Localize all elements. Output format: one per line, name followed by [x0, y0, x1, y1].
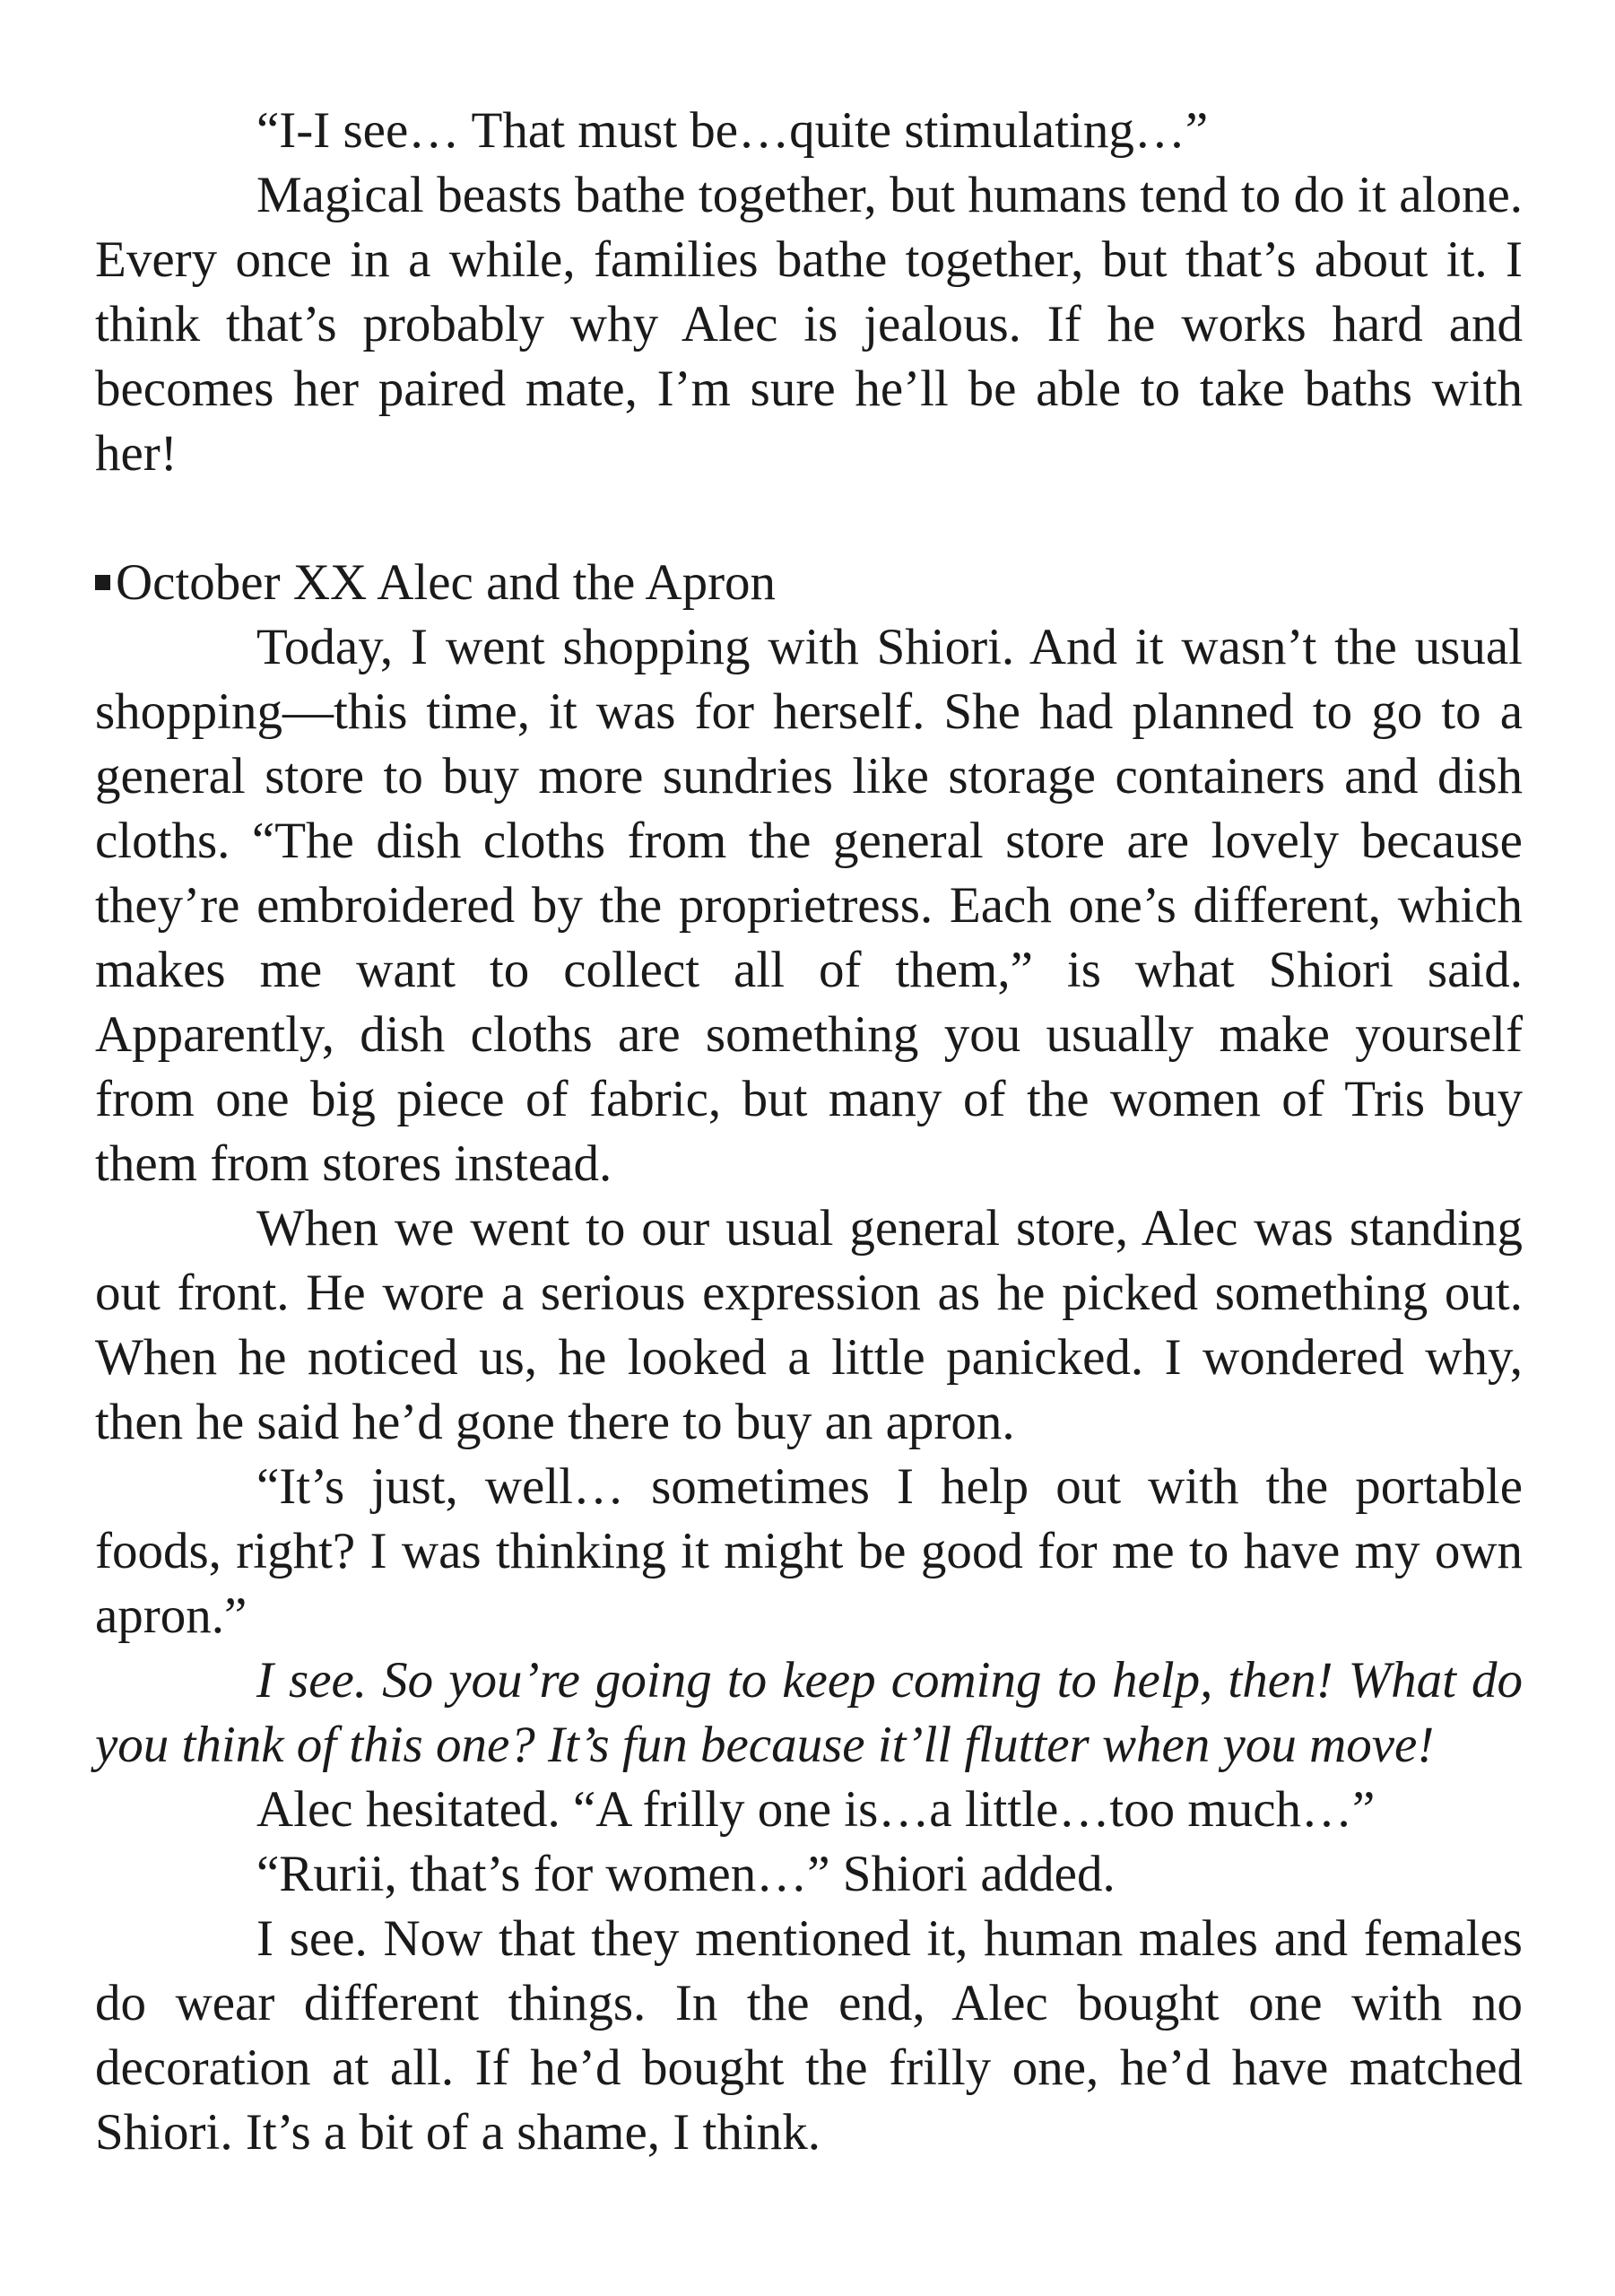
section-heading — [95, 551, 1523, 615]
paragraph-bathing: Magical beasts bathe together, but humans tend to do it alone. Every once in a while, families bathe together, but that’s about it. I think that’s probably why Alec is jealous. If he works hard and becomes her paired mate, I’m sure he’ll be able to take baths with her! — [95, 167, 1523, 482]
page-body — [95, 99, 1523, 2165]
paragraph-general-store: When we went to our usual general store, Alec was standing out front. He wore a serious expression as he picked something out. When he noticed us, he looked a little panicked. I wondered why, then he said he’d gone there to buy an apron. — [95, 1200, 1523, 1450]
paragraph-alec-dialogue: “It’s just, well… sometimes I help out with the portable foods, right? I was thinking it might be good for me to have my own apron.” — [95, 1458, 1523, 1644]
paragraph-alec-hesitated: Alec hesitated. “A frilly one is…a little…too much…” — [256, 1781, 1376, 1838]
paragraph-shiori-added: “Rurii, that’s for women…” Shiori added. — [256, 1846, 1116, 1902]
paragraph-conclusion: I see. Now that they mentioned it, human males and females do wear different things. In the end, Alec bought one with no decoration at all. If he’d bought the frilly one, he’d have matched Shiori. It’s a bit of a shame, I think. — [95, 1910, 1523, 2161]
square-bullet-icon — [95, 575, 110, 590]
section-spacer — [95, 486, 1523, 551]
paragraph-rurii-thought: I see. So you’re going to keep coming to help, then! What do you think of this one? It’s fun because it’ll flutter when you move! — [95, 1652, 1523, 1773]
section-heading-text: October XX Alec and the Apron — [116, 554, 777, 611]
paragraph-dialogue-stimulating: “I-I see… That must be…quite stimulating…” — [256, 102, 1209, 159]
paragraph-shopping: Today, I went shopping with Shiori. And it wasn’t the usual shopping—this time, it was for herself. She had planned to go to a general store to buy more sundries like storage containers and dish cloths. “The dish cloths from the general store are lovely because they’re embroidered by the proprietress. Each one’s different, which makes me want to collect all of them,” is what Shiori said. Apparently, dish cloths are something you usually make yourself from one big piece of fabric, but many of the women of Tris buy them from stores instead. — [95, 619, 1523, 1192]
